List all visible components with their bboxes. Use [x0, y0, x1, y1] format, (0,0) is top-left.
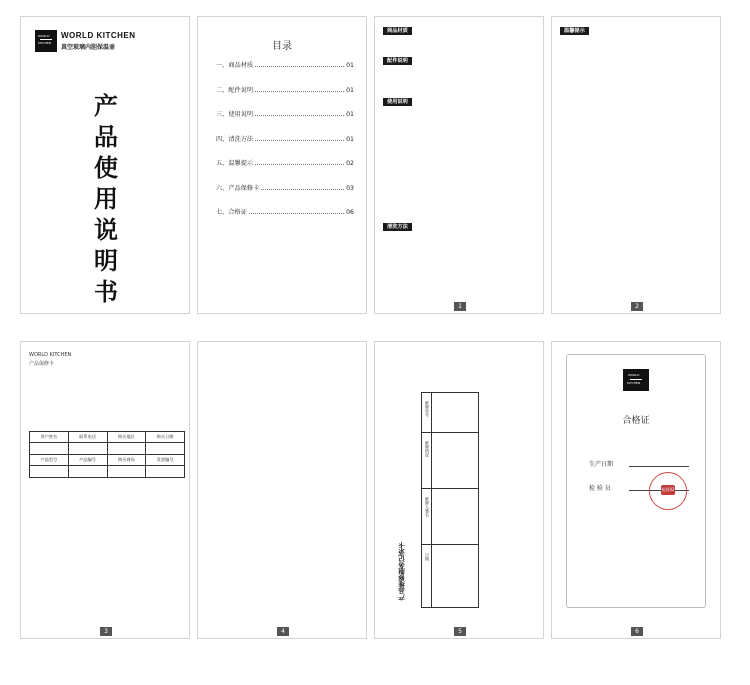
toc-item[interactable]: 七、合格证 06	[216, 209, 354, 216]
toc-item[interactable]: 六、产品保修卡 03	[216, 184, 354, 192]
warranty-brand: WORLD KITCHEN	[29, 352, 72, 358]
section-body	[383, 109, 536, 221]
section-body	[560, 38, 713, 274]
production-date-label: 生产日期	[589, 461, 614, 468]
toc-list	[216, 59, 354, 231]
section-heading: 商品材质	[383, 27, 412, 35]
service-side-note	[493, 424, 523, 604]
cover-title-char: 产	[94, 92, 118, 120]
table-row	[30, 466, 185, 478]
page-number: 6	[631, 627, 643, 636]
table-row	[30, 443, 185, 455]
table-row[interactable]	[422, 433, 478, 489]
column-label: 日期	[425, 553, 430, 561]
service-record-page	[374, 341, 544, 639]
toc-item[interactable]: 二、配件说明 01	[216, 86, 354, 94]
table-cell[interactable]	[30, 443, 69, 455]
table-cell[interactable]	[146, 466, 185, 478]
toc-item[interactable]: 五、温馨提示 02	[216, 160, 354, 167]
table-cell[interactable]	[30, 466, 69, 478]
table-cell[interactable]	[68, 443, 107, 455]
brand-logo: WORLD KITCHEN	[623, 369, 649, 391]
cover-title-char: 使	[94, 154, 118, 182]
section-body	[383, 38, 536, 52]
cover-title-char: 说	[94, 216, 118, 244]
inspector-label: 检 验 员	[589, 485, 611, 492]
table-header-cell: 购买日期	[146, 432, 185, 443]
table-header-cell: 联系电话	[68, 432, 107, 443]
manual-page-2	[551, 16, 721, 314]
brand-name: WORLD KITCHEN	[61, 31, 136, 40]
toc-item[interactable]: 三、使用说明 01	[216, 111, 354, 118]
production-date-field[interactable]	[629, 466, 689, 467]
warranty-intro	[29, 376, 182, 428]
cover-title-char: 书	[94, 278, 118, 306]
toc-item[interactable]: 四、清洗方法 01	[216, 135, 354, 143]
page-number: 4	[277, 627, 289, 636]
warranty-terms-continued	[206, 352, 359, 624]
cover-title-char: 品	[94, 123, 118, 151]
warranty-terms	[29, 488, 182, 624]
column-label: 维修人签名	[425, 497, 430, 517]
section-body	[383, 68, 536, 94]
footnote	[560, 277, 713, 299]
table-header-cell: 产品型号	[30, 455, 69, 466]
column-label: 维修情况	[425, 441, 430, 457]
table-row[interactable]	[422, 545, 478, 607]
certificate-title: 合格证	[622, 416, 650, 426]
toc-item[interactable]: 一、商品材质 01	[216, 62, 354, 69]
brand-logo: WORLD KITCHEN	[35, 30, 57, 52]
table-header-cell: 发票编号	[146, 455, 185, 466]
cover-title	[87, 91, 125, 308]
product-subtitle: 真空玻璃内胆保温壶	[61, 44, 116, 51]
table-row	[30, 455, 185, 466]
table-cell[interactable]	[146, 443, 185, 455]
table-row	[30, 432, 185, 443]
warranty-table	[29, 431, 185, 478]
table-cell[interactable]	[107, 466, 146, 478]
table-header-cell: 产品编号	[68, 455, 107, 466]
section-heading: 使用说明	[383, 98, 412, 106]
table-header-cell: 购买地区	[107, 432, 146, 443]
table-row[interactable]	[422, 489, 478, 545]
section-body	[383, 234, 536, 300]
table-cell[interactable]	[68, 466, 107, 478]
service-record-title: 产品维修服务记录卡	[398, 542, 406, 601]
page-number: 1	[454, 302, 466, 311]
service-record-table	[421, 392, 479, 608]
certificate-card	[566, 354, 706, 608]
cover-page	[20, 16, 190, 314]
cover-title-char: 用	[94, 185, 118, 213]
section-heading: 清洗方法	[383, 223, 412, 231]
manual-page-4	[197, 341, 367, 639]
page-number: 3	[100, 627, 112, 636]
section-heading: 温馨提示	[560, 27, 589, 35]
certificate-page	[551, 341, 721, 639]
table-header-cell: 购买商场	[107, 455, 146, 466]
manual-page-1	[374, 16, 544, 314]
page-number: 5	[454, 627, 466, 636]
warranty-card-title: 产品保修卡	[29, 361, 55, 367]
table-row[interactable]	[422, 393, 478, 433]
cover-title-char: 明	[94, 247, 118, 275]
page-number: 2	[631, 302, 643, 311]
table-cell[interactable]	[107, 443, 146, 455]
section-heading: 配件说明	[383, 57, 412, 65]
column-label: 维修单号	[425, 401, 430, 417]
warranty-card-page	[20, 341, 190, 639]
table-header-cell: 用户姓名	[30, 432, 69, 443]
toc-page	[197, 16, 367, 314]
inspection-stamp: 检验02	[649, 472, 687, 510]
toc-title: 目录	[272, 41, 292, 52]
